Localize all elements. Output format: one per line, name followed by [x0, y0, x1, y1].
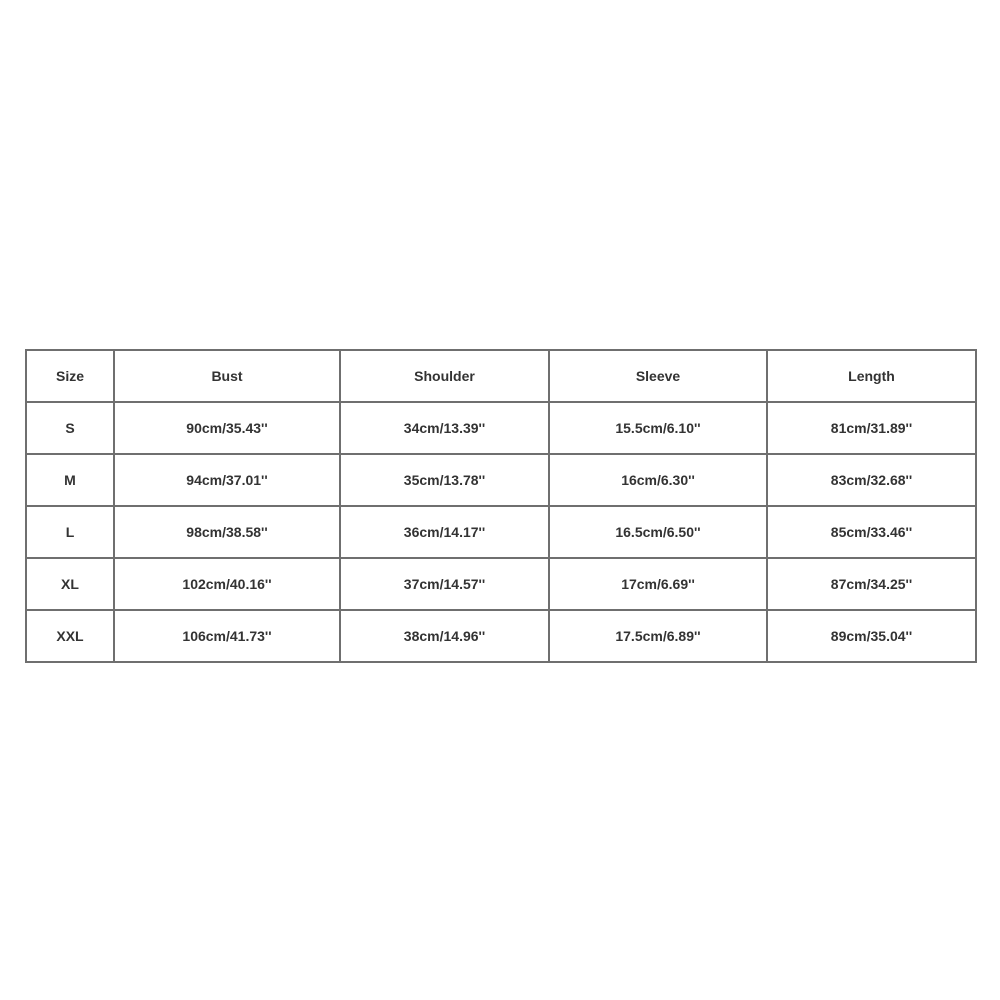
size-chart-table [25, 349, 977, 663]
size-cell: M [26, 454, 114, 506]
header-length: Length [767, 350, 976, 402]
size-cell: L [26, 506, 114, 558]
shoulder-cell: 37cm/14.57'' [340, 558, 549, 610]
bust-cell: 102cm/40.16'' [114, 558, 340, 610]
table-row [26, 506, 976, 558]
length-cell: 81cm/31.89'' [767, 402, 976, 454]
header-shoulder: Shoulder [340, 350, 549, 402]
length-cell: 89cm/35.04'' [767, 610, 976, 662]
bust-cell: 94cm/37.01'' [114, 454, 340, 506]
length-cell: 87cm/34.25'' [767, 558, 976, 610]
size-cell: XXL [26, 610, 114, 662]
sleeve-cell: 17.5cm/6.89'' [549, 610, 767, 662]
sleeve-cell: 16.5cm/6.50'' [549, 506, 767, 558]
shoulder-cell: 38cm/14.96'' [340, 610, 549, 662]
table-row [26, 558, 976, 610]
length-cell: 83cm/32.68'' [767, 454, 976, 506]
table-row [26, 454, 976, 506]
table-row [26, 610, 976, 662]
shoulder-cell: 35cm/13.78'' [340, 454, 549, 506]
sleeve-cell: 15.5cm/6.10'' [549, 402, 767, 454]
table-header-row [26, 350, 976, 402]
size-cell: S [26, 402, 114, 454]
sleeve-cell: 16cm/6.30'' [549, 454, 767, 506]
header-sleeve: Sleeve [549, 350, 767, 402]
length-cell: 85cm/33.46'' [767, 506, 976, 558]
header-size: Size [26, 350, 114, 402]
shoulder-cell: 34cm/13.39'' [340, 402, 549, 454]
header-bust: Bust [114, 350, 340, 402]
table-row [26, 402, 976, 454]
bust-cell: 106cm/41.73'' [114, 610, 340, 662]
shoulder-cell: 36cm/14.17'' [340, 506, 549, 558]
sleeve-cell: 17cm/6.69'' [549, 558, 767, 610]
size-cell: XL [26, 558, 114, 610]
bust-cell: 98cm/38.58'' [114, 506, 340, 558]
bust-cell: 90cm/35.43'' [114, 402, 340, 454]
